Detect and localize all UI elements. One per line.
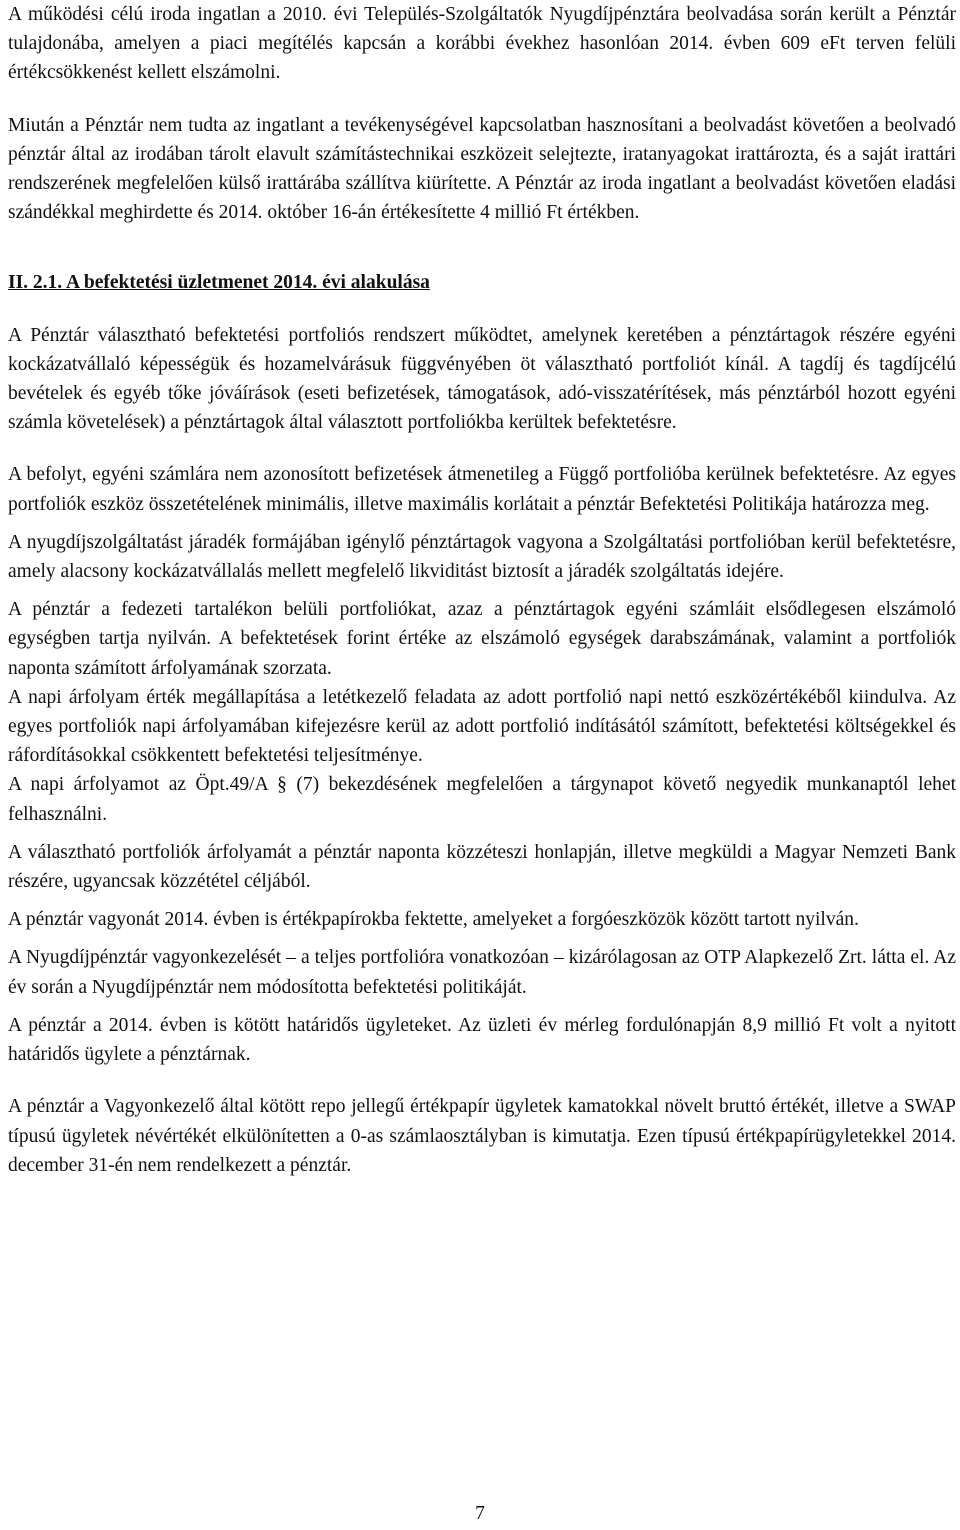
paragraph-rate-publication: A választható portfoliók árfolyamát a pénztár naponta közzéteszi honlapján, illetve megküldi a Magyar Nemzeti Bank részére, ugyancsak közzététel céljából. — [8, 841, 956, 893]
paragraph-office-sale: Miután a Pénztár nem tudta az ingatlant a tevékenységével kapcsolatban hasznosítani a beolvadást követően a beolvadó pénztár által az irodában tárolt elavult számítástechnikai eszközeit selejtezte, iratanyagokat irattározta, és a saját irattári rendszerének megfelelően külső irattárába szállítva kiürítette. A Pénztár az iroda ingatlant a beolvadást követően eladási szándékkal meghirdette és 2014. október 16-án értékesítette 4 millió Ft értékben. — [8, 114, 956, 224]
paragraph-pending-portfolio: A befolyt, egyéni számlára nem azonosított befizetések átmenetileg a Függő portfolióba kerülnek befektetésre. Az egyes portfoliók eszköz összetételének minimális, illetve maximális korlátait a pénztár Befektetési Politikája határozza meg. — [8, 464, 956, 515]
document-page — [8, 0, 956, 1180]
paragraph-office-property: A működési célú iroda ingatlan a 2010. évi Település-Szolgáltatók Nyugdíjpénztára beolvadása során került a Pénztár tulajdonába, amelyen a piaci megítélés kapcsán a korábbi évekhez hasonlóan 2014. évben 609 eFt terven felüli értékcsökkenést kellett elszámolni. — [8, 4, 956, 84]
paragraph-portfolio-system: A Pénztár választható befektetési portfoliós rendszert működtet, amelynek keretében a pénztártagok részére egyéni kockázatvállaló képességük és hozamelvárásuk függvényében öt választható portfoliót kínál. A tagdíj és tagdíjcélú bevételek és egyéb tőke jóváírások (eseti befizetések, támogatások, adó-visszatérítések, más pénztárból hozott egyéni számla követelések) a pénztártagok által választott portfoliókba kerültek befektetésre. — [8, 324, 956, 434]
paragraph-service-portfolio: A nyugdíjszolgáltatást járadék formájában igénylő pénztártagok vagyona a Szolgáltatási portfolióban kerül befektetésre, amely alacsony kockázatvállalás mellett megfelelő likviditást biztosít a járadék szolgáltatás idejére. — [8, 531, 956, 583]
paragraph-repo-swap: A pénztár a Vagyonkezelő által kötött repo jellegű értékpapír ügyletek kamatokkal növelt bruttó értékét, illetve a SWAP típusú ügyletek névértékét elkülönítetten a 0-as számlaosztályban is kimutatja. Ezen típusú értékpapírügyletekkel 2014. december 31-én nem rendelkezett a pénztár. — [8, 1096, 956, 1176]
page-number: 7 — [475, 1503, 485, 1524]
paragraph-daily-rate: A napi árfolyam érték megállapítása a letétkezelő feladata az adott portfolió napi nettó eszközértékéből kiindulva. Az egyes portfoliók napi árfolyamában kifejezésre kerül az adott portfolió indításától számított, befektetési költségekkel és ráfordításokkal csökkentett befektetési teljesítménye. — [8, 686, 956, 767]
paragraph-securities: A pénztár vagyonát 2014. évben is értékpapírokba fektette, amelyeket a forgóeszközök között tartott nyilván. — [8, 909, 859, 931]
paragraph-asset-management: A Nyugdíjpénztár vagyonkezelését – a teljes portfolióra vonatkozóan – kizárólagosan az OTP Alapkezelő Zrt. látta el. Az év során a Nyugdíjpénztár nem módosította befektetési politikáját. — [8, 947, 956, 998]
paragraph-rate-usage: A napi árfolyamot az Öpt.49/A § (7) bekezdésének megfelelően a tárgynapot követő negyedik munkanaptól lehet felhasználni. — [8, 774, 956, 825]
section-heading: II. 2.1. A befektetési üzletmenet 2014. évi alakulása — [8, 272, 430, 294]
paragraph-forward-deals: A pénztár a 2014. évben is kötött határidős ügyleteket. Az üzleti év mérleg fordulónapján 8,9 millió Ft volt a nyitott határidős ügylete a pénztárnak. — [8, 1014, 956, 1066]
paragraph-accounting-units: A pénztár a fedezeti tartalékon belüli portfoliókat, azaz a pénztártagok egyéni számláit elsődlegesen elszámoló egységben tartja nyilván. A befektetések forint értéke az elszámoló egységek darabszámának, valamint a portfoliók naponta számított árfolyamának szorzata. — [8, 599, 956, 679]
